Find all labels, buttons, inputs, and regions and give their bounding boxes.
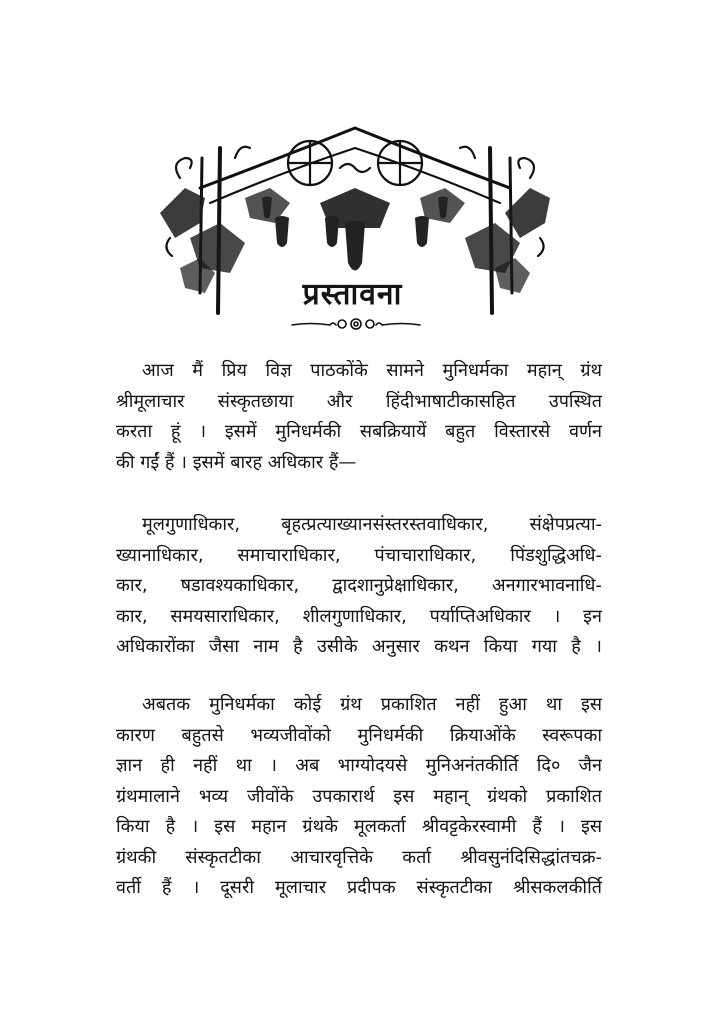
- text-line: ग्रंथकी संस्कृतटीका आचारवृत्तिके कर्ता श्रीवसुनंदिसिद्धांतचक्र-: [116, 846, 602, 868]
- paragraph-adhikar-list: [116, 510, 602, 663]
- paragraph-introduction: [116, 356, 602, 478]
- text-line: किया है । इस महान ग्रंथके मूलकर्ता श्रीवट्टकेरस्वामी हैं । इस: [116, 816, 602, 837]
- text-line: कार, समयसाराधिकार, शीलगुणाधिकार, पर्याप्तिअधिकार । इन: [116, 605, 602, 627]
- text-line: मूलगुणाधिकार, बृहत्प्रत्याख्यानसंस्तरस्तवाधिकार, संक्षेपप्रत्या-: [142, 514, 602, 535]
- text-line: अधिकारोंका जैसा नाम है उसीके अनुसार कथन किया गया है ।: [116, 636, 602, 657]
- text-line: अबतक मुनिधर्मका कोई ग्रंथ प्रकाशित नहीं हुआ था इस: [142, 694, 602, 715]
- text-line: करता हूं । इसमें मुनिधर्मकी सबक्रियायें बहुत विस्तारसे वर्णन: [116, 421, 602, 442]
- text-line: कार, षडावश्यकाधिकार, द्वादशानुप्रेक्षाधिकार, अनगारभावनाधि-: [116, 575, 602, 596]
- text-line: ग्रंथमालाने भव्य जीवोंके उपकारार्थ इस महान् ग्रंथको प्रकाशित: [116, 785, 602, 807]
- text-line: कारण बहुतसे भव्यजीवोंको मुनिधर्मकी क्रियाओंके स्वरूपका: [116, 724, 602, 746]
- text-line: ज्ञान ही नहीं था । अब भाग्योदयसे मुनिअनंतकीर्ति दि० जैन: [116, 755, 602, 776]
- text-line: की गईं हैं । इसमें बारह अधिकार हैं—: [116, 451, 357, 473]
- text-line: वर्ती हैं । दूसरी मूलाचार प्रदीपक संस्कृतटीका श्रीसकलकीर्ति: [116, 877, 602, 898]
- text-line: श्रीमूलाचार संस्कृतछाया और हिंदीभाषाटीकासहित उपस्थित: [116, 390, 602, 412]
- text-line: आज मैं प्रिय विज्ञ पाठकोंके सामने मुनिधर्मका महान् ग्रंथ: [142, 360, 602, 381]
- page-title: प्रस्तावना: [302, 277, 403, 312]
- paragraph-publication-history: [116, 690, 602, 904]
- text-line: ख्यानाधिकार, समाचाराधिकार, पंचाचाराधिकार, पिंडशुद्धिअधि-: [116, 544, 602, 566]
- floral-divider-icon: [290, 316, 422, 332]
